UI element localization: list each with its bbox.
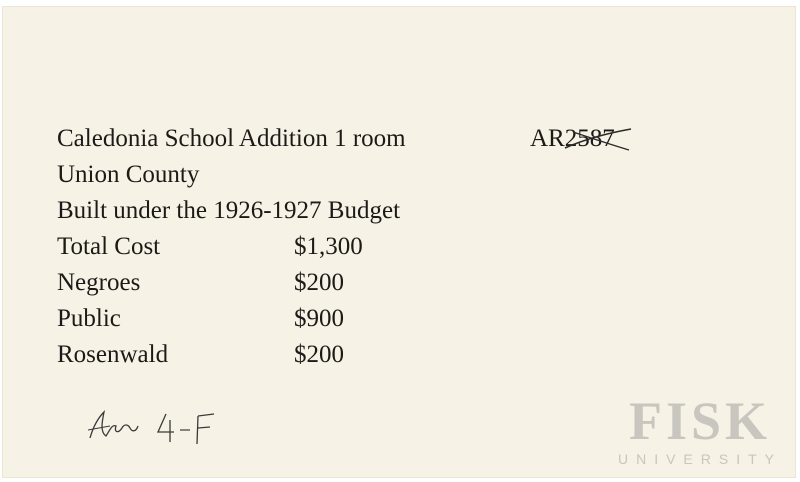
cost-row-rosenwald — [57, 340, 344, 370]
watermark-subtitle: UNIVERSITY — [617, 451, 782, 467]
cost-row-negroes — [57, 268, 344, 298]
cost-row-public — [57, 304, 344, 334]
cost-row-value: $200 — [294, 269, 344, 296]
county: Union County — [57, 161, 200, 188]
watermark-name: FISK — [628, 391, 772, 451]
handwritten-note — [84, 402, 224, 452]
cost-row-value: $200 — [294, 341, 344, 368]
cost-row-label: Rosenwald — [57, 341, 169, 368]
strikethrough-mark — [563, 126, 635, 152]
fisk-university-watermark — [610, 391, 790, 474]
school-title: Caledonia School Addition 1 room — [57, 125, 406, 152]
accession-struck-number: 2587 — [565, 124, 615, 154]
cost-row-value: $1,300 — [294, 233, 363, 260]
cost-row-total — [57, 232, 363, 262]
budget-line: Built under the 1926-1927 Budget — [57, 197, 401, 224]
cost-row-value: $900 — [294, 305, 344, 332]
cost-row-label: Public — [57, 305, 121, 332]
accession-number — [530, 124, 615, 154]
cost-row-label: Total Cost — [57, 233, 161, 260]
accession-prefix: AR — [530, 125, 565, 152]
cost-row-label: Negroes — [57, 269, 141, 296]
index-card — [2, 6, 796, 478]
